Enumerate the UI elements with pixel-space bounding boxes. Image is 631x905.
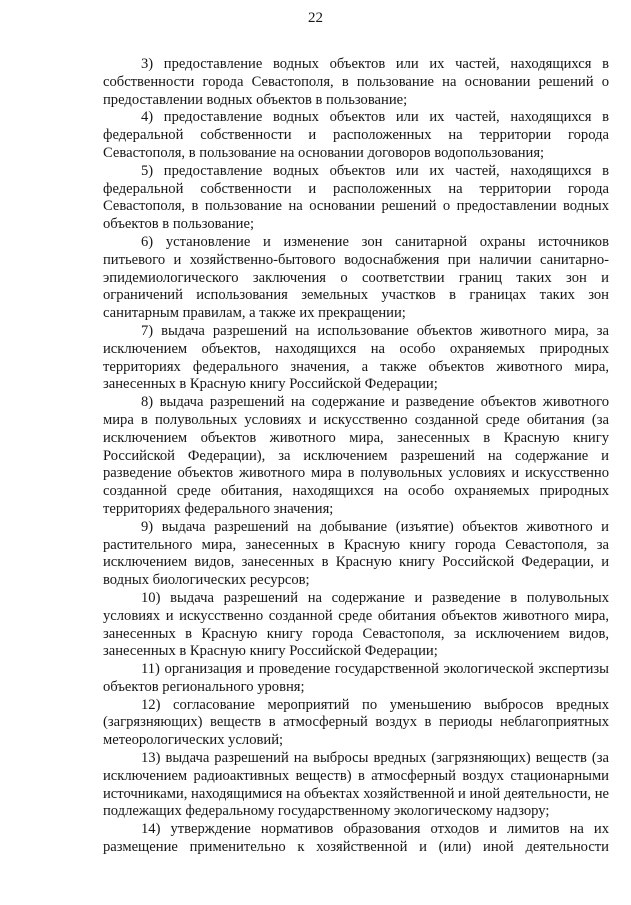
paragraph-item-12: 12) согласование мероприятий по уменьшению выбросов вредных (загрязняющих) веществ в атмосферный воздух в периоды неблагоприятных метеорологических условий; <box>103 696 609 749</box>
paragraph-item-8: 8) выдача разрешений на содержание и разведение объектов животного мира в полувольных условиях и искусственно созданной среде обитания (за исключением объектов животного мира, занесенных в Красную книгу Российской Федерации), за исключением разрешений на содержание и разведение объектов животного мира в полувольных условиях и искусственно созданной среде обитания, находящихся на особо охраняемых природных территориях федерального значения; <box>103 394 609 517</box>
paragraph-item-10: 10) выдача разрешений на содержание и разведение в полувольных условиях и искусственно созданной среде обитания объектов животного мира, занесенных в Красную книгу города Севастополя, за исключением видов, занесенных в Красную книгу Российской Федерации; <box>103 589 609 660</box>
paragraph-item-7: 7) выдача разрешений на использование объектов животного мира, за исключением объектов, находящихся на особо охраняемых природных территориях федерального значения, а также объектов животного мира, занесенных в Красную книгу Российской Федерации; <box>103 322 609 393</box>
document-body <box>103 56 609 857</box>
paragraph-item-14: 14) утверждение нормативов образования отходов и лимитов на их размещение применительно к хозяйственной и (или) иной деятельности <box>103 821 609 856</box>
paragraph-item-4: 4) предоставление водных объектов или их частей, находящихся в федеральной собственности и расположенных на территории города Севастополя, в пользование на основании договоров водопользования; <box>103 109 609 161</box>
paragraph-item-9: 9) выдача разрешений на добывание (изъятие) объектов животного и растительного мира, занесенных в Красную книгу города Севастополя, за исключением видов, занесенных в Красную книгу Российской Федерации, и водных биологических ресурсов; <box>103 518 609 589</box>
paragraph-item-11: 11) организация и проведение государственной экологической экспертизы объектов регионального уровня; <box>103 661 609 695</box>
paragraph-item-3: 3) предоставление водных объектов или их частей, находящихся в собственности города Севастополя, в пользование на основании решений о предоставлении водных объектов в пользование; <box>103 56 609 108</box>
page-number: 22 <box>308 10 323 26</box>
paragraph-item-13: 13) выдача разрешений на выбросы вредных (загрязняющих) веществ (за исключением радиоактивных веществ) в атмосферный воздух стационарными источниками, находящимися на объектах хозяйственной и иной деятельности, не подлежащих федеральному государственному экологическому надзору; <box>103 750 610 820</box>
paragraph-item-5: 5) предоставление водных объектов или их частей, находящихся в федеральной собственности и расположенных на территории города Севастополя, в пользование на основании решений о предоставлении водных объектов в пользование; <box>103 162 609 233</box>
paragraph-item-6: 6) установление и изменение зон санитарной охраны источников питьевого и хозяйственно-бытового водоснабжения при наличии санитарно-эпидемиологического заключения о соответствии границ таких зон и ограничений использования земельных участков в границах таких зон санитарным правилам, а также их прекращении; <box>103 233 609 322</box>
